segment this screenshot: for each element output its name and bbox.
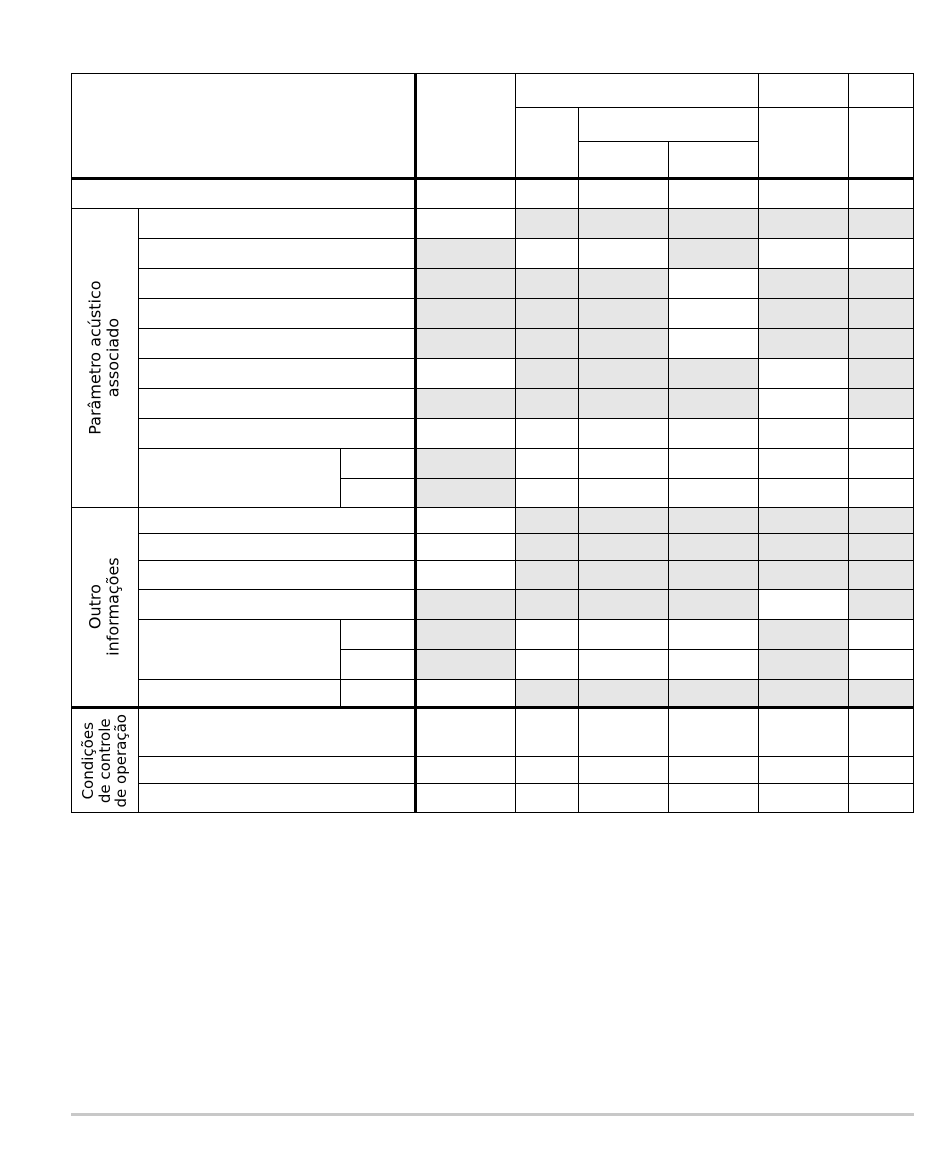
group-label-other: Outro informações <box>85 557 123 657</box>
table-border <box>71 73 914 813</box>
group-label-acoustic: Parâmetro acústico associado <box>85 280 123 435</box>
footer-divider <box>71 1113 914 1116</box>
group-label-operating: Condições de controle de operação <box>78 713 130 808</box>
